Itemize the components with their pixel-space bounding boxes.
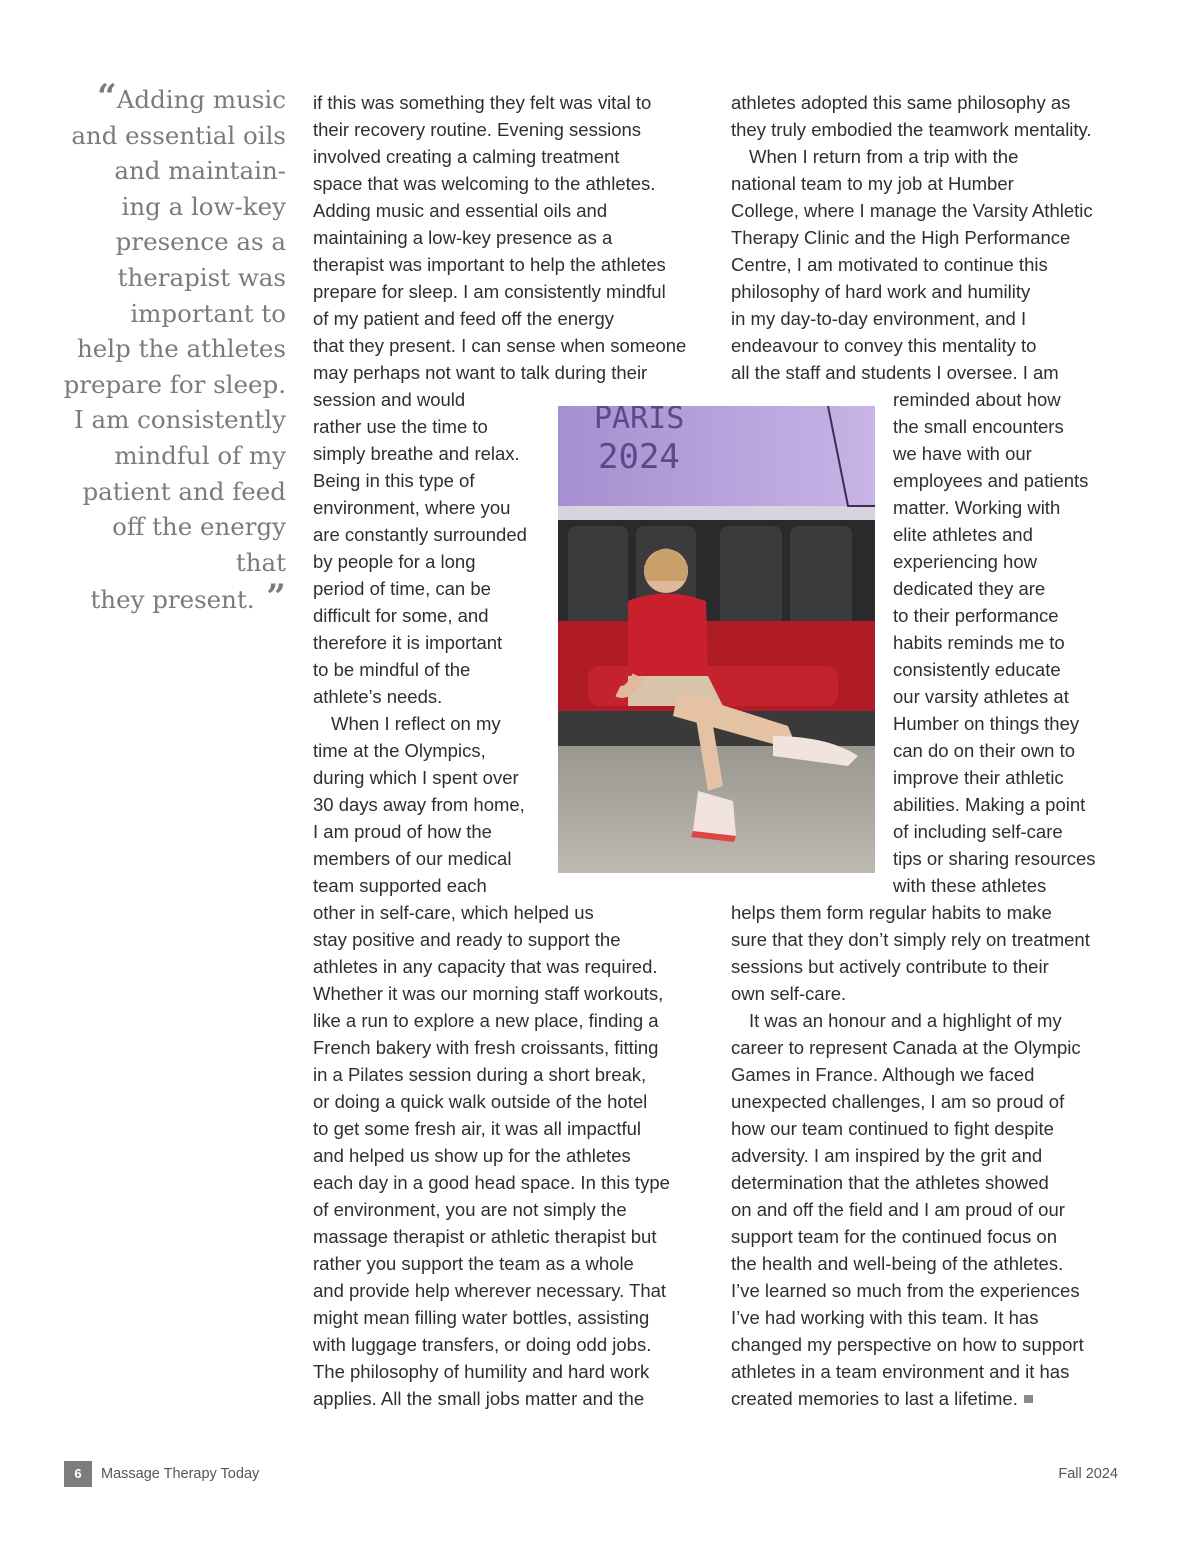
pull-quote-line: patient and feed: [82, 476, 286, 506]
body-text-line: abilities. Making a point: [893, 794, 1086, 815]
body-text-line: I’ve learned so much from the experiences: [731, 1280, 1080, 1301]
close-quote-mark: ”: [254, 577, 286, 618]
body-text-line: might mean filling water bottles, assisting: [313, 1307, 650, 1328]
pull-quote-line: therapist was: [117, 262, 286, 292]
body-text-line: are constantly surrounded: [313, 524, 527, 545]
pull-quote-line: I am consistently: [74, 405, 286, 435]
body-text-line: maintaining a low-key presence as a: [313, 227, 613, 248]
body-text-line: Adding music and essential oils and: [313, 200, 608, 221]
body-text-line: matter. Working with: [893, 497, 1061, 518]
body-text-line: helps them form regular habits to make: [731, 902, 1052, 923]
body-text-line: therefore it is important: [313, 632, 503, 653]
body-text-line: the health and well-being of the athletes.: [731, 1253, 1064, 1274]
body-text-line: in my day-to-day environment, and I: [731, 308, 1027, 329]
body-text-line: time at the Olympics,: [313, 740, 486, 761]
body-text-line: rather use the time to: [313, 416, 488, 437]
body-text-line: I am proud of how the: [313, 821, 492, 842]
body-text-line: own self-care.: [731, 983, 847, 1004]
body-text-line: College, where I manage the Varsity Athletic: [731, 200, 1093, 221]
body-text-line: prepare for sleep. I am consistently mindful: [313, 281, 666, 302]
body-text-line: reminded about how: [893, 389, 1061, 410]
pull-quote-line: prepare for sleep.: [63, 369, 286, 399]
athlete-photo: [558, 406, 875, 873]
body-text-line: improve their athletic: [893, 767, 1064, 788]
pull-quote-line: important to: [130, 298, 286, 328]
body-text-line: their recovery routine. Evening sessions: [313, 119, 642, 140]
body-text-line: during which I spent over: [313, 767, 519, 788]
body-text-line: with luggage transfers, or doing odd jobs.: [313, 1334, 652, 1355]
body-text-line: of my patient and feed off the energy: [313, 308, 615, 329]
body-text-line: determination that the athletes showed: [731, 1172, 1049, 1193]
body-text-line: created memories to last a lifetime.: [731, 1385, 1033, 1412]
body-text-line: changed my perspective on how to support: [731, 1334, 1084, 1355]
body-text-line: Therapy Clinic and the High Performance: [731, 227, 1071, 248]
body-text-line: on and off the field and I am proud of our: [731, 1199, 1065, 1220]
body-text-line: team supported each: [313, 875, 487, 896]
body-text-line: Whether it was our morning staff workouts,: [313, 983, 664, 1004]
pull-quote: [60, 77, 286, 618]
body-text-line: habits reminds me to: [893, 632, 1065, 653]
page-number: 6: [64, 1461, 92, 1487]
body-text-line: athlete’s needs.: [313, 686, 443, 707]
pull-quote-line: ing a low-key: [121, 191, 286, 221]
body-text-line: experiencing how: [893, 551, 1037, 572]
body-text-line: sure that they don’t simply rely on treatment: [731, 929, 1090, 950]
pull-quote-line: and essential oils: [71, 120, 286, 150]
body-text-line: The philosophy of humility and hard work: [313, 1361, 650, 1382]
body-text-line: of environment, you are not simply the: [313, 1199, 627, 1220]
end-of-article-icon: [1024, 1395, 1033, 1403]
body-text-line: other in self-care, which helped us: [313, 902, 594, 923]
body-text-line: all the staff and students I oversee. I am: [731, 362, 1059, 383]
body-text-line: unexpected challenges, I am so proud of: [731, 1091, 1065, 1112]
body-text-line: the small encounters: [893, 416, 1064, 437]
body-text-line: by people for a long: [313, 551, 476, 572]
body-text-line: to be mindful of the: [313, 659, 471, 680]
body-text-line: applies. All the small jobs matter and the: [313, 1388, 645, 1409]
pull-quote-line: mindful of my: [114, 440, 286, 470]
body-text-line: athletes adopted this same philosophy as: [731, 92, 1071, 113]
pull-quote-line: they present.: [90, 585, 255, 615]
body-text-line: sessions but actively contribute to their: [731, 956, 1049, 977]
body-text-line: can do on their own to: [893, 740, 1076, 761]
body-text-line: Humber on things they: [893, 713, 1080, 734]
body-text-line: or doing a quick walk outside of the hotel: [313, 1091, 648, 1112]
body-text-line: how our team continued to fight despite: [731, 1118, 1054, 1139]
body-text-line: adversity. I am inspired by the grit and: [731, 1145, 1043, 1166]
pull-quote-text: [63, 85, 286, 618]
body-text-line: stay positive and ready to support the: [313, 929, 621, 950]
body-text-line: they truly embodied the teamwork mentality.: [731, 119, 1092, 140]
pull-quote-line: help the athletes: [77, 334, 286, 364]
issue-date: Fall 2024: [1058, 1466, 1118, 1482]
body-text-line: rather you support the team as a whole: [313, 1253, 634, 1274]
body-text-line: members of our medical: [313, 848, 512, 869]
pull-quote-line: and maintain-: [114, 156, 286, 186]
body-text-line: simply breathe and relax.: [313, 443, 520, 464]
body-text-line: It was an honour and a highlight of my: [749, 1010, 1062, 1031]
body-text-line: involved creating a calming treatment: [313, 146, 620, 167]
body-text-line: to their performance: [893, 605, 1059, 626]
body-text-line: like a run to explore a new place, finding a: [313, 1010, 659, 1031]
body-text-line: support team for the continued focus on: [731, 1226, 1058, 1247]
sign-2024: 2024: [598, 437, 680, 477]
body-text-line: we have with our: [893, 443, 1032, 464]
body-text-line: I’ve had working with this team. It has: [731, 1307, 1039, 1328]
body-text-line: period of time, can be: [313, 578, 491, 599]
body-text-line: our varsity athletes at: [893, 686, 1069, 707]
body-text-line: and helped us show up for the athletes: [313, 1145, 631, 1166]
publication-name: Massage Therapy Today: [101, 1466, 260, 1482]
body-text-line: environment, where you: [313, 497, 511, 518]
body-text-line: endeavour to convey this mentality to: [731, 335, 1037, 356]
body-text-line: if this was something they felt was vital to: [313, 92, 652, 113]
body-text-line: tips or sharing resources: [893, 848, 1096, 869]
body-text-line: When I reflect on my: [331, 713, 501, 734]
body-text-line: massage therapist or athletic therapist but: [313, 1226, 657, 1247]
body-text-line: therapist was important to help the athletes: [313, 254, 666, 275]
body-text-line: each day in a good head space. In this type: [313, 1172, 670, 1193]
body-text-line: employees and patients: [893, 470, 1089, 491]
body-text-line: in a Pilates session during a short break,: [313, 1064, 647, 1085]
body-text-line: may perhaps not want to talk during their: [313, 362, 648, 383]
body-text-line: space that was welcoming to the athletes.: [313, 173, 656, 194]
body-text-line: session and would: [313, 389, 466, 410]
body-text-line: philosophy of hard work and humility: [731, 281, 1031, 302]
body-text-line: career to represent Canada at the Olympic: [731, 1037, 1081, 1058]
body-text-line: 30 days away from home,: [313, 794, 525, 815]
pull-quote-line: Adding music: [116, 85, 286, 114]
body-text-line: difficult for some, and: [313, 605, 489, 626]
body-text-line: dedicated they are: [893, 578, 1046, 599]
body-text-line: consistently educate: [893, 659, 1061, 680]
open-quote-mark: “: [97, 77, 117, 117]
body-text-line: elite athletes and: [893, 524, 1033, 545]
body-text-line: with these athletes: [893, 875, 1047, 896]
body-text-line: of including self-care: [893, 821, 1063, 842]
body-text-line: to get some fresh air, it was all impactful: [313, 1118, 641, 1139]
body-text-line: When I return from a trip with the: [749, 146, 1019, 167]
sign-paris: PARIS: [594, 406, 685, 436]
body-text-line: French bakery with fresh croissants, fitting: [313, 1037, 659, 1058]
body-text-line: that they present. I can sense when someone: [313, 335, 687, 356]
pull-quote-line: off the energy that: [112, 512, 286, 577]
body-text-line: national team to my job at Humber: [731, 173, 1014, 194]
body-text-line: and provide help wherever necessary. That: [313, 1280, 667, 1301]
body-text-line: athletes in any capacity that was required.: [313, 956, 658, 977]
body-text-line: Centre, I am motivated to continue this: [731, 254, 1048, 275]
body-text-line: Games in France. Although we faced: [731, 1064, 1035, 1085]
pull-quote-line: presence as a: [115, 227, 286, 257]
body-text-line: Being in this type of: [313, 470, 475, 491]
body-text-line: athletes in a team environment and it has: [731, 1361, 1070, 1382]
